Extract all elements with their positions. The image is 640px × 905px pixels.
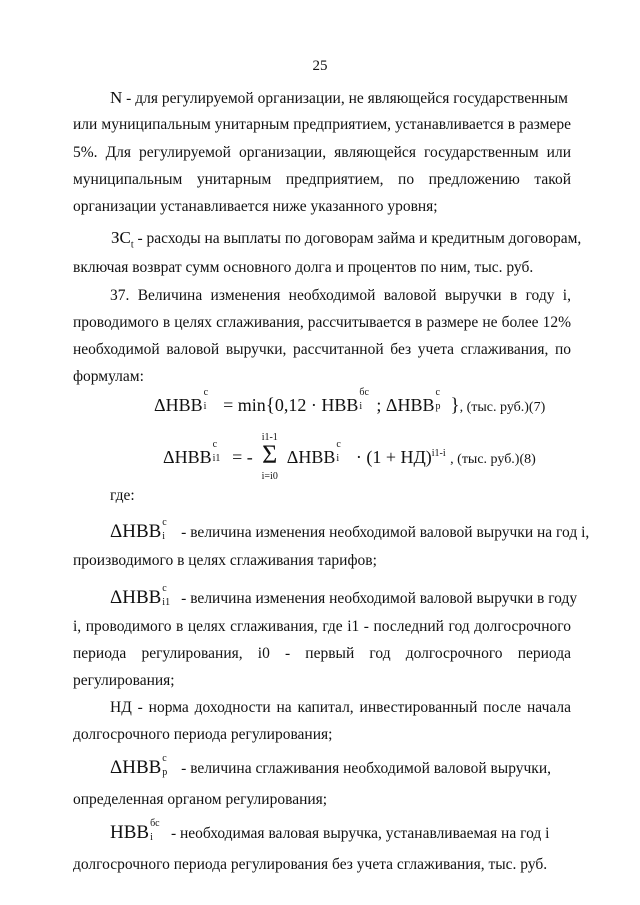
def5-line-2: долгосрочного периода регулирования без учета сглаживания, тыс. руб.: [73, 856, 548, 873]
zc-definition-line-1: [111, 228, 581, 249]
summation-sign: i1-1 Σ i=i0: [261, 432, 278, 482]
symbol-dnvv-i: ΔНВВ с i: [110, 517, 167, 542]
symbol-zc: $ЗС_t$: [111, 228, 134, 251]
n-definition-line-1: [110, 88, 568, 109]
zc-definition-line-2: включая возврат сумм основного долга и процентов по ним, тыс. руб.: [73, 259, 534, 276]
n-definition-text-1: - для регулируемой организации, не являющейся государственным: [126, 90, 568, 107]
where-label: где:: [110, 487, 135, 504]
def2-line-4: регулирования;: [73, 672, 175, 689]
n-definition-line-5: организации устанавливается ниже указанного уровня;: [73, 198, 438, 215]
def2-line-3: периода регулирования, i0 - первый год долгосрочного периода: [73, 645, 571, 662]
def1-line-2: производимого в целях сглаживания тарифов;: [73, 552, 377, 569]
def4-line-1: ΔНВВ с р - величина сглаживания необходимой валовой выручки,: [110, 753, 552, 778]
symbol-n: N: [110, 88, 123, 107]
clause-37-line-2: проводимого в целях сглаживания, рассчитывается в размере не более 12%: [73, 314, 571, 331]
n-definition-line-3: 5%. Для регулируемой организации, являющейся государственным или: [73, 144, 571, 161]
def1-line-1: ΔНВВ с i - величина изменения необходимой валовой выручки на год i,: [110, 517, 590, 542]
clause-37-line-4: формулам:: [73, 368, 144, 385]
page-number: 25: [312, 58, 328, 74]
def2-line-2: i, проводимого в целях сглаживания, где i1 - последний год долгосрочного: [73, 618, 571, 635]
formula-8: ΔНВВ с i1 = - i1-1 Σ i=i0 ΔНВВ с i · (1 + НД)$^{i1-i}$ , (тыс. руб.)(8): [163, 432, 536, 482]
def2-line-1: ΔНВВ с i1 - величина изменения необходимой валовой выручки в году: [110, 583, 578, 608]
def3-line-1: НД - норма доходности на капитал, инвестированный после начала: [110, 699, 571, 716]
def4-line-2: определенная органом регулирования;: [73, 791, 328, 808]
def3-line-2: долгосрочного периода регулирования;: [73, 726, 333, 743]
zc-definition-text-1: - расходы на выплаты по договорам займа и кредитным договорам,: [137, 230, 582, 247]
formula-7: ΔНВВ с i = min{0,12 · НВВ бс i ; ΔНВВ с р }, (тыс. руб.)(7): [154, 387, 546, 416]
n-definition-line-2: или муниципальным унитарным предприятием, устанавливается в размере: [73, 116, 571, 133]
symbol-dnvv-p: ΔНВВ с р: [110, 753, 168, 778]
def5-line-1: НВВ бс i - необходимая валовая выручка, устанавливаемая на год i: [110, 818, 550, 843]
symbol-nvv-bc: НВВ бс i: [110, 818, 160, 843]
clause-37-line-3: необходимой валовой выручки, рассчитанной без учета сглаживания, по: [73, 341, 571, 358]
n-definition-line-4: муниципальным унитарным предприятием, по предложению такой: [73, 171, 571, 188]
symbol-dnvv-i1: ΔНВВ с i1: [110, 583, 171, 608]
clause-37-line-1: 37. Величина изменения необходимой валовой выручки в году i,: [110, 287, 571, 304]
